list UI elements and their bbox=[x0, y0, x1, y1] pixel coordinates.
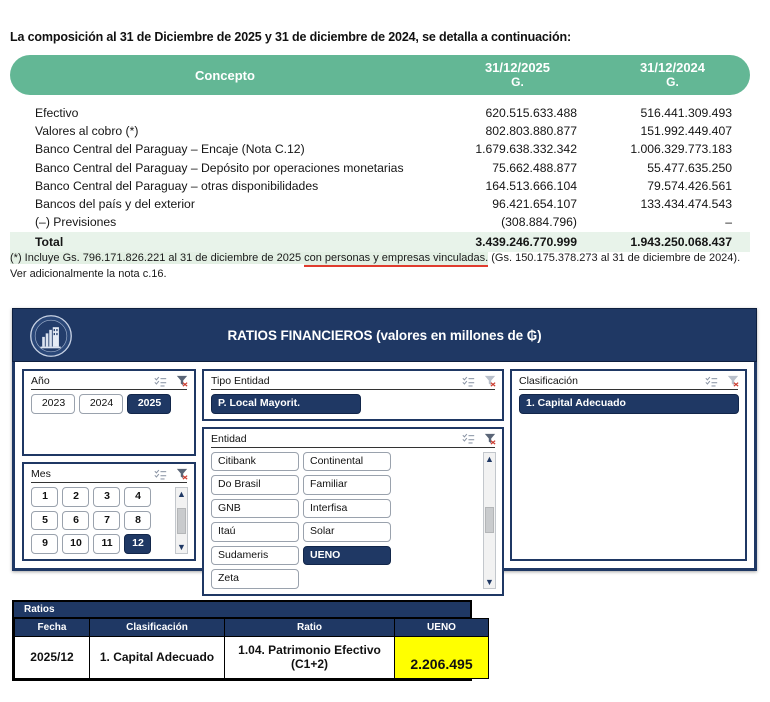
panel-header-tipo-entidad bbox=[204, 371, 502, 389]
scrollbar-thumb[interactable] bbox=[485, 507, 494, 533]
panel-icon-group bbox=[154, 468, 188, 480]
filter-chip-entidad-familiar[interactable]: Familiar bbox=[303, 475, 391, 495]
results-cell-value: 2.206.495 bbox=[395, 637, 489, 679]
filter-panel-area bbox=[12, 362, 757, 587]
ratios-dashboard bbox=[12, 308, 757, 587]
filter-chip-mes-11[interactable]: 11 bbox=[93, 534, 120, 554]
panel-icon-group bbox=[462, 375, 496, 387]
filter-panel-anio bbox=[22, 369, 196, 456]
filter-chip-mes-1[interactable]: 1 bbox=[31, 487, 58, 507]
footnote-part-1: (*) Incluye Gs. 796.171.826.221 al 31 de diciembre de 2025 bbox=[10, 252, 305, 264]
filter-panel-clasificacion bbox=[510, 369, 747, 561]
column-header-2024-date: 31/12/2024 bbox=[639, 60, 706, 75]
multi-select-list-icon[interactable] bbox=[154, 469, 167, 480]
table-row bbox=[10, 104, 750, 122]
panel-title-mes: Mes bbox=[31, 468, 51, 481]
filter-chip-entidad-itau[interactable]: Itaú bbox=[211, 522, 299, 542]
results-cell-clasificacion: 1. Capital Adecuado bbox=[90, 637, 225, 679]
panel-header-entidad bbox=[204, 429, 502, 447]
scrollbar-mes[interactable] bbox=[175, 487, 188, 554]
panel-icon-group bbox=[705, 375, 739, 387]
column-header-2025-unit: G. bbox=[511, 74, 524, 89]
scroll-up-arrow-icon[interactable]: ▲ bbox=[485, 453, 494, 464]
chip-list-tipo-entidad bbox=[211, 394, 496, 414]
row-concept: Bancos del país y del exterior bbox=[35, 197, 195, 212]
results-header-row bbox=[15, 619, 489, 637]
row-value-2024: 1.006.329.773.183 bbox=[630, 142, 732, 157]
filter-panel-mes bbox=[22, 462, 196, 561]
panel-body-entidad bbox=[204, 452, 502, 594]
scrollbar-thumb[interactable] bbox=[177, 508, 186, 534]
filter-chip-clasificacion-capital-adecuado[interactable]: 1. Capital Adecuado bbox=[519, 394, 739, 414]
clear-filter-icon[interactable] bbox=[176, 375, 188, 387]
panel-divider bbox=[31, 482, 187, 483]
filter-chip-entidad-zeta[interactable]: Zeta bbox=[211, 569, 299, 589]
filter-chip-mes-5[interactable]: 5 bbox=[31, 511, 58, 531]
panel-title-entidad: Entidad bbox=[211, 432, 247, 445]
filter-column-left bbox=[22, 369, 196, 561]
footnote bbox=[10, 251, 755, 283]
results-table-row bbox=[15, 637, 489, 679]
filter-chip-entidad-do-brasil[interactable]: Do Brasil bbox=[211, 475, 299, 495]
column-header-2025-date: 31/12/2025 bbox=[484, 60, 551, 75]
panel-body-mes bbox=[24, 487, 194, 559]
scroll-down-arrow-icon[interactable]: ▼ bbox=[177, 541, 186, 552]
dashboard-header bbox=[12, 308, 757, 362]
filter-chip-entidad-ueno[interactable]: UENO bbox=[303, 546, 391, 566]
panel-divider bbox=[211, 447, 495, 448]
filter-chip-entidad-sudameris[interactable]: Sudameris bbox=[211, 546, 299, 566]
filter-chip-mes-6[interactable]: 6 bbox=[62, 511, 89, 531]
table-row bbox=[10, 177, 750, 195]
banco-central-del-paraguay-seal-icon bbox=[29, 314, 73, 358]
footnote-highlighted-text: con personas y empresas vinculadas. bbox=[304, 252, 488, 267]
filter-chip-mes-2[interactable]: 2 bbox=[62, 487, 89, 507]
multi-select-list-icon[interactable] bbox=[462, 376, 475, 387]
row-value-2024: 55.477.635.250 bbox=[647, 160, 732, 175]
row-value-2024: 133.434.474.543 bbox=[640, 197, 732, 212]
filter-chip-anio-2024[interactable]: 2024 bbox=[79, 394, 123, 414]
filter-chip-anio-2025[interactable]: 2025 bbox=[127, 394, 171, 414]
filter-panel-tipo-entidad bbox=[202, 369, 504, 421]
filter-chip-entidad-citibank[interactable]: Citibank bbox=[211, 452, 299, 472]
row-value-2025: 1.679.638.332.342 bbox=[475, 142, 577, 157]
results-column-header-ueno[interactable]: UENO bbox=[395, 619, 489, 637]
column-header-2024 bbox=[595, 61, 750, 89]
clear-filter-icon[interactable] bbox=[484, 433, 496, 445]
financial-composition-table bbox=[10, 55, 750, 252]
filter-column-middle bbox=[202, 369, 504, 587]
multi-select-list-icon[interactable] bbox=[705, 376, 718, 387]
filter-chip-entidad-solar[interactable]: Solar bbox=[303, 522, 391, 542]
panel-body-tipo-entidad bbox=[204, 394, 502, 419]
filter-chip-anio-2023[interactable]: 2023 bbox=[31, 394, 75, 414]
filter-column-right bbox=[510, 369, 747, 561]
filter-chip-mes-7[interactable]: 7 bbox=[93, 511, 120, 531]
panel-title-anio: Año bbox=[31, 375, 50, 387]
table-total-row bbox=[10, 232, 750, 252]
results-column-header-clasificacion[interactable]: Clasificación bbox=[90, 619, 225, 637]
panel-divider bbox=[31, 389, 187, 390]
row-concept: Banco Central del Paraguay – Depósito por operaciones monetarias bbox=[35, 160, 404, 175]
table-row bbox=[10, 159, 750, 177]
panel-title-clasificacion: Clasificación bbox=[519, 375, 578, 387]
filter-chip-mes-9[interactable]: 9 bbox=[31, 534, 58, 554]
panel-header-anio bbox=[24, 371, 194, 389]
ratios-results-table bbox=[12, 600, 472, 681]
clear-filter-icon[interactable] bbox=[176, 468, 188, 480]
panel-divider bbox=[211, 389, 495, 390]
column-header-2025 bbox=[440, 61, 595, 89]
row-value-2025: 75.662.488.877 bbox=[492, 160, 577, 175]
row-value-2024: 151.992.449.407 bbox=[640, 124, 732, 139]
panel-header-clasificacion bbox=[512, 371, 745, 389]
results-table bbox=[14, 618, 489, 679]
panel-divider bbox=[519, 389, 738, 390]
filter-chip-mes-12[interactable]: 12 bbox=[124, 534, 151, 554]
row-value-2024: 516.441.309.493 bbox=[640, 106, 732, 121]
panel-header-mes bbox=[24, 464, 194, 482]
panel-body-clasificacion bbox=[512, 394, 745, 559]
table-row bbox=[10, 195, 750, 213]
results-cell-ratio: 1.04. Patrimonio Efectivo (C1+2) bbox=[225, 637, 395, 679]
row-value-2025: 96.421.654.107 bbox=[492, 197, 577, 212]
scroll-down-arrow-icon[interactable]: ▼ bbox=[485, 576, 494, 587]
filter-chip-tipo-entidad-p-local-mayorit[interactable]: P. Local Mayorit. bbox=[211, 394, 361, 414]
table-row bbox=[10, 122, 750, 140]
results-column-header-fecha[interactable]: Fecha bbox=[15, 619, 90, 637]
filter-chip-mes-10[interactable]: 10 bbox=[62, 534, 89, 554]
scroll-up-arrow-icon[interactable]: ▲ bbox=[177, 489, 186, 500]
row-concept: Banco Central del Paraguay – Encaje (Nota C.12) bbox=[35, 142, 305, 157]
dashboard-title: RATIOS FINANCIEROS (valores en millones de ₲) bbox=[227, 327, 542, 343]
total-label: Total bbox=[35, 235, 64, 250]
multi-select-list-icon[interactable] bbox=[462, 433, 475, 444]
panel-body-anio bbox=[24, 394, 194, 454]
results-caption: Ratios bbox=[14, 602, 470, 618]
row-value-2024: – bbox=[725, 215, 732, 230]
panel-icon-group bbox=[462, 433, 496, 445]
row-concept: (–) Previsiones bbox=[35, 215, 117, 230]
panel-icon-group bbox=[154, 375, 188, 387]
filter-chip-mes-4[interactable]: 4 bbox=[124, 487, 151, 507]
panel-title-tipo-entidad: Tipo Entidad bbox=[211, 375, 270, 387]
filter-chip-mes-3[interactable]: 3 bbox=[93, 487, 120, 507]
row-value-2025: 802.803.880.877 bbox=[485, 124, 577, 139]
row-concept: Valores al cobro (*) bbox=[35, 124, 139, 139]
results-cell-fecha: 2025/12 bbox=[15, 637, 90, 679]
multi-select-list-icon[interactable] bbox=[154, 376, 167, 387]
intro-paragraph: La composición al 31 de Diciembre de 2025 y 31 de diciembre de 2024, se detalla a continuación: bbox=[10, 30, 571, 44]
results-column-header-ratio[interactable]: Ratio bbox=[225, 619, 395, 637]
row-concept: Efectivo bbox=[35, 106, 79, 121]
row-value-2025: 164.513.666.104 bbox=[485, 178, 577, 193]
row-value-2025: (308.884.796) bbox=[501, 215, 577, 230]
filter-chip-entidad-continental[interactable]: Continental bbox=[303, 452, 391, 472]
row-value-2024: 79.574.426.561 bbox=[647, 178, 732, 193]
filter-panel-entidad bbox=[202, 427, 504, 596]
total-value-2024: 1.943.250.068.437 bbox=[630, 235, 732, 250]
scrollbar-entidad[interactable] bbox=[483, 452, 496, 589]
filter-chip-entidad-interfisa[interactable]: Interfisa bbox=[303, 499, 391, 519]
clear-filter-icon[interactable] bbox=[484, 375, 496, 387]
chip-list-mes bbox=[31, 487, 172, 554]
row-concept: Banco Central del Paraguay – otras disponibilidades bbox=[35, 178, 319, 193]
filter-chip-mes-8[interactable]: 8 bbox=[124, 511, 151, 531]
table-row bbox=[10, 213, 750, 231]
column-header-concepto: Concepto bbox=[195, 67, 255, 83]
row-value-2025: 620.515.633.488 bbox=[485, 106, 577, 121]
chip-list-entidad bbox=[211, 452, 480, 589]
column-header-2024-unit: G. bbox=[666, 74, 679, 89]
total-value-2025: 3.439.246.770.999 bbox=[475, 235, 577, 250]
filter-chip-entidad-gnb[interactable]: GNB bbox=[211, 499, 299, 519]
table-row bbox=[10, 140, 750, 158]
footnote-part-2: (Gs. 150.175.378.273 al 31 de diciembre de 2024). bbox=[488, 252, 741, 264]
chip-list-clasificacion bbox=[519, 394, 739, 554]
table-header-row bbox=[10, 55, 750, 95]
chip-list-anio bbox=[31, 394, 188, 449]
clear-filter-icon[interactable] bbox=[727, 375, 739, 387]
footnote-line-2: Ver adicionalmente la nota c.16. bbox=[10, 267, 167, 280]
